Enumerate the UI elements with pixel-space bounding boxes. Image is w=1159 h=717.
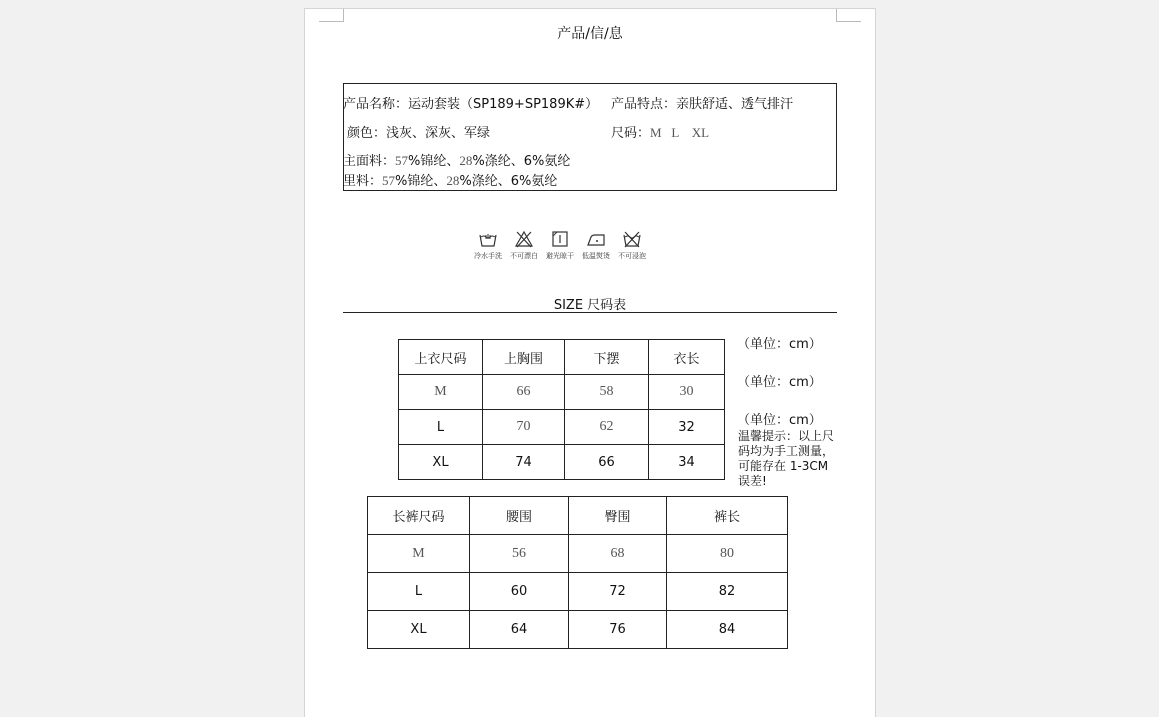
product-feature-value: 亲肤舒适、透气排汗: [676, 97, 794, 112]
product-feature-label: 产品特点：: [611, 97, 677, 112]
care-item-hand-wash: [473, 229, 503, 261]
main-fabric-text-1: %锦纶、: [408, 154, 460, 169]
care-item-no-soak: [617, 229, 647, 261]
unit-label: （单位：cm）: [737, 413, 822, 428]
product-info-box: [343, 83, 837, 191]
product-name-value: 运动套装（SP189+SP189K#）: [408, 97, 599, 112]
size-chart-heading: SIZE 尺码表: [553, 298, 627, 313]
size-cell: M: [368, 535, 470, 573]
care-label: 不可漂白: [510, 252, 538, 260]
bottom-size-table: [367, 496, 788, 649]
shade-dry-icon: [550, 229, 570, 249]
value-cell: 82: [667, 573, 788, 611]
no-soak-icon: [622, 229, 642, 249]
size-cell: XL: [368, 611, 470, 649]
care-instructions: [473, 229, 647, 261]
value-cell: 64: [470, 611, 569, 649]
table-row: [399, 375, 725, 410]
care-item-low-iron: [581, 229, 611, 261]
color-value: 浅灰、深灰、军绿: [386, 126, 491, 141]
document-page: [304, 8, 876, 717]
value-cell: 34: [649, 445, 725, 480]
size-cell: L: [368, 573, 470, 611]
lining-label: 里料：: [343, 174, 383, 189]
care-item-shade-dry: [545, 229, 575, 261]
header-cell: 裤长: [667, 497, 788, 535]
lining-percent-1: 57: [382, 173, 396, 188]
value-cell: 56: [470, 535, 569, 573]
heading-divider: [343, 312, 837, 313]
lining-text-1: %锦纶、: [395, 174, 447, 189]
value-cell: 72: [569, 573, 667, 611]
color-line: [347, 122, 490, 141]
main-fabric-label: 主面料：: [343, 154, 396, 169]
value-cell: 74: [483, 445, 565, 480]
header-cell: 衣长: [649, 340, 725, 375]
table-row: [368, 573, 788, 611]
table-row: [368, 535, 788, 573]
header-cell: 臀围: [569, 497, 667, 535]
header-cell: 下摆: [565, 340, 649, 375]
low-iron-icon: [586, 229, 606, 249]
value-cell: 58: [565, 375, 649, 410]
value-cell: 60: [470, 573, 569, 611]
table-header-row: [399, 340, 725, 375]
value-cell: 66: [565, 445, 649, 480]
product-name-label: 产品名称：: [343, 97, 409, 112]
main-fabric-text-2: %涤纶、6%氨纶: [472, 154, 571, 169]
top-size-table: [398, 339, 725, 480]
size-line: [611, 122, 709, 141]
size-cell: XL: [399, 445, 483, 480]
value-cell: 70: [483, 410, 565, 445]
main-fabric-line: [343, 150, 570, 169]
value-cell: 62: [565, 410, 649, 445]
value-cell: 80: [667, 535, 788, 573]
value-cell: 30: [649, 375, 725, 410]
color-label: 颜色：: [347, 126, 387, 141]
hand-wash-icon: [478, 229, 498, 249]
unit-label: （单位：cm）: [737, 337, 822, 352]
no-bleach-icon: [514, 229, 534, 249]
lining-percent-2: 28: [446, 173, 460, 188]
care-label: 避光晾干: [546, 252, 574, 260]
page-corner-mark: [319, 9, 344, 22]
product-feature-line: [611, 93, 793, 112]
product-name-line: [343, 93, 598, 112]
value-cell: 32: [649, 410, 725, 445]
value-cell: 66: [483, 375, 565, 410]
care-item-no-bleach: [509, 229, 539, 261]
header-cell: 上胸围: [483, 340, 565, 375]
care-label: 不可浸泡: [618, 252, 646, 260]
size-cell: L: [399, 410, 483, 445]
table-header-row: [368, 497, 788, 535]
header-cell: 长裤尺码: [368, 497, 470, 535]
header-cell: 上衣尺码: [399, 340, 483, 375]
size-value: M L XL: [650, 125, 710, 140]
page-header-title: 产品/信/息: [557, 26, 623, 42]
lining-line: [343, 170, 557, 189]
size-label: 尺码：: [611, 126, 651, 141]
page-corner-mark: [836, 9, 861, 22]
main-fabric-percent-2: 28: [459, 153, 473, 168]
lining-text-2: %涤纶、6%氨纶: [459, 174, 558, 189]
value-cell: 76: [569, 611, 667, 649]
value-cell: 84: [667, 611, 788, 649]
table-row: [399, 410, 725, 445]
main-fabric-percent-1: 57: [395, 153, 409, 168]
table-row: [399, 445, 725, 480]
size-cell: M: [399, 375, 483, 410]
value-cell: 68: [569, 535, 667, 573]
table-row: [368, 611, 788, 649]
unit-label: （单位：cm）: [737, 375, 822, 390]
care-label: 冷水手洗: [474, 252, 502, 260]
care-label: 低温熨烫: [582, 252, 610, 260]
header-cell: 腰围: [470, 497, 569, 535]
measurement-note: 温馨提示：以上尺码均为手工测量，可能存在 1-3CM 误差!: [738, 429, 835, 488]
